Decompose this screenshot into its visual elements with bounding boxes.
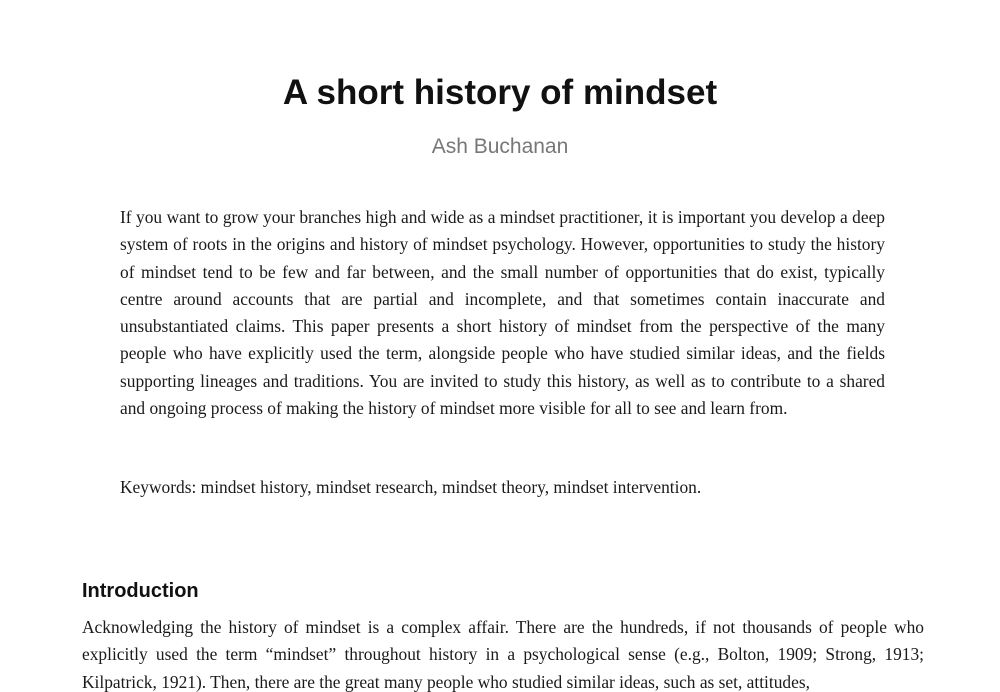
introduction-paragraph: Acknowledging the history of mindset is a complex affair. There are the hundreds, if not thousands of people who explicitly used the term “mindset” throughout history in a psychological sense (e.g., Bolton, 1909; Strong, 1913; Kilpatrick, 1921). Then, there are the great many people who studied similar ideas, such as set, attitudes, — [82, 617, 924, 692]
keywords-line: Keywords: mindset history, mindset research, mindset theory, mindset intervention. — [120, 477, 702, 497]
paper-title: A short history of mindset — [282, 73, 718, 112]
section-heading-introduction: Introduction — [82, 580, 199, 602]
abstract-paragraph: If you want to grow your branches high and wide as a mindset practitioner, it is important you develop a deep system of roots in the origins and history of mindset psychology. However, opportunities to study the history of mindset tend to be few and far between, and the small number of opportunities that do exist, typically centre around accounts that are partial and incomplete, and that sometimes contain inaccurate and unsubstantiated claims. This paper presents a short history of mindset from the perspective of the many people who have explicitly used the term, alongside people who have studied similar ideas, and the fields supporting lineages and traditions. You are invited to study this history, as well as to contribute to a shared and ongoing process of making the history of mindset more visible for all to see and learn from. — [120, 207, 885, 419]
paper-author: Ash Buchanan — [431, 135, 569, 158]
